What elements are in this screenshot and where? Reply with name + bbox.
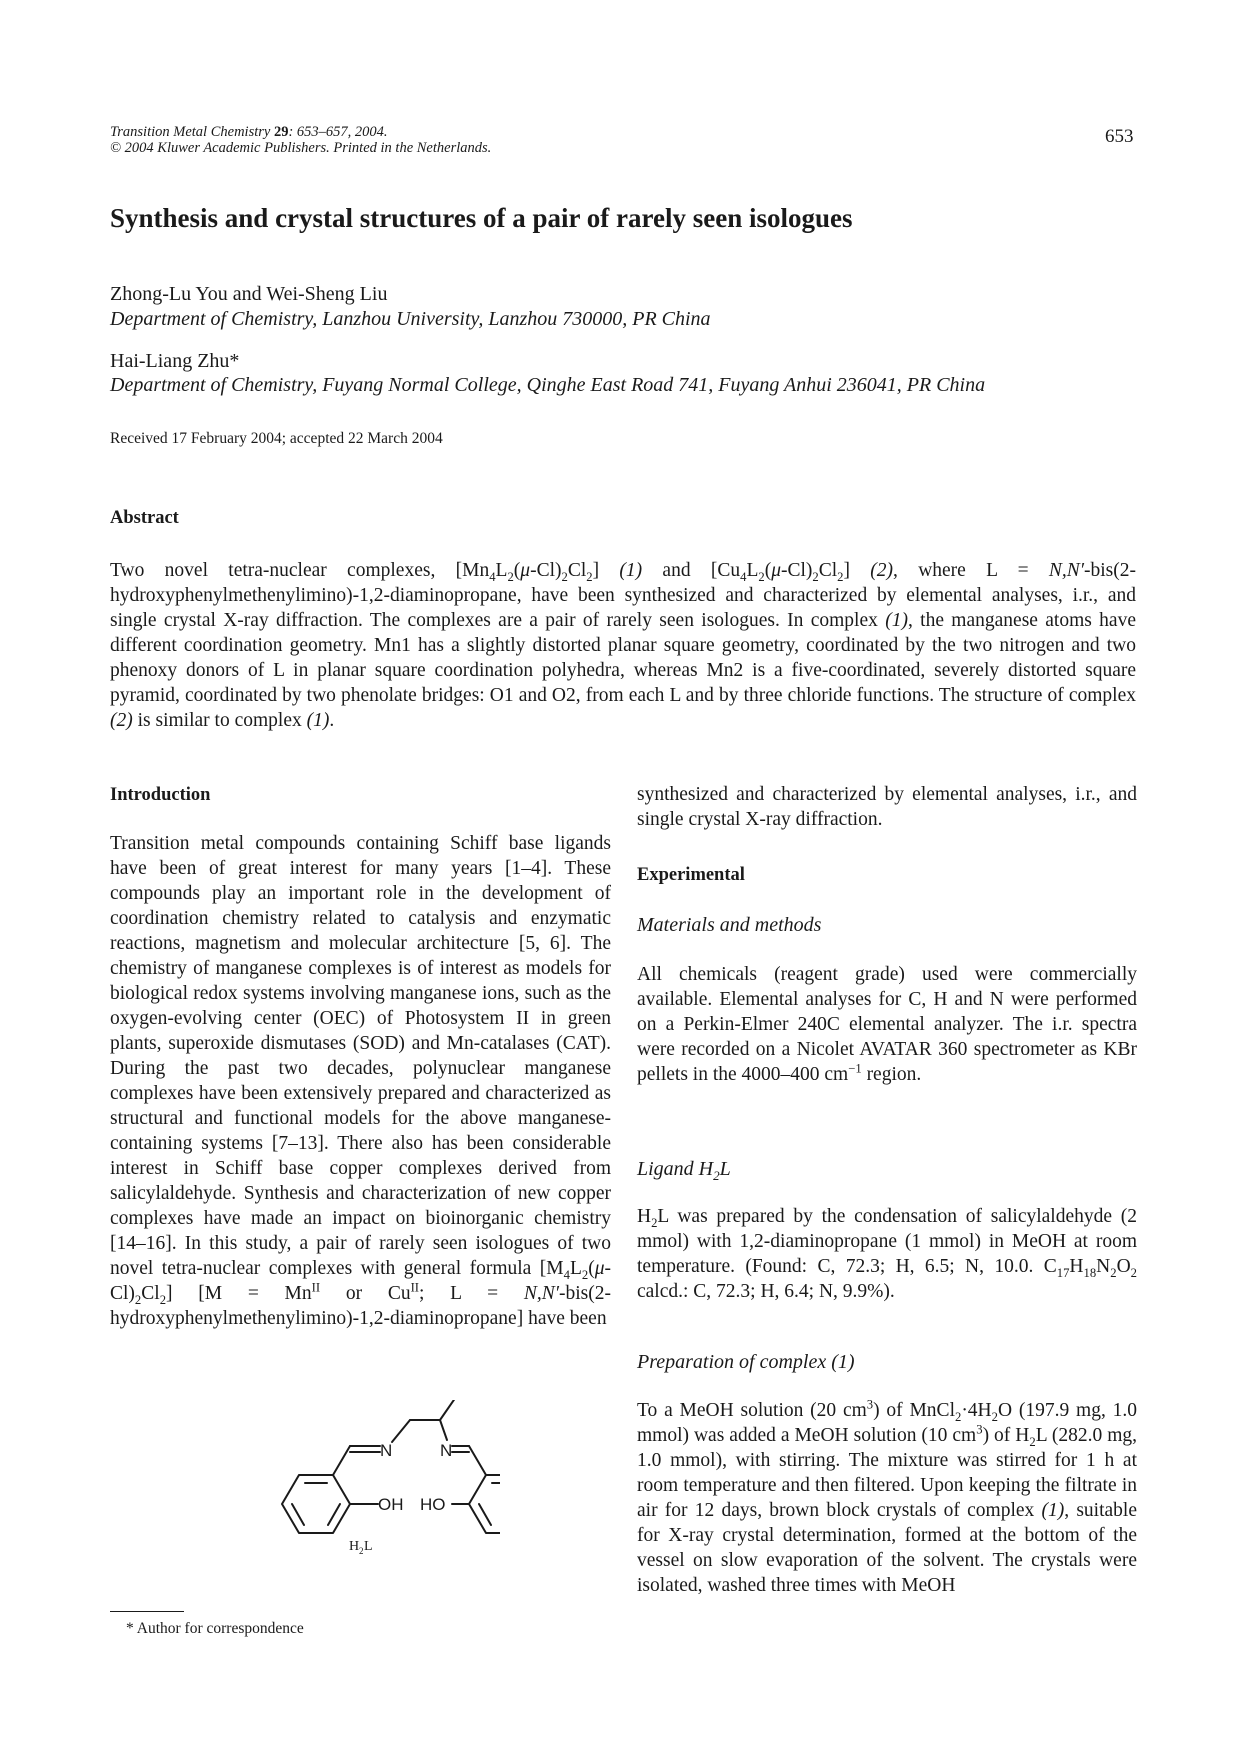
hydroxyl-label-right: HO — [420, 1495, 446, 1514]
introduction-heading: Introduction — [110, 785, 211, 805]
structure-caption-l: L — [364, 1539, 373, 1554]
nitrogen-label-left: N — [380, 1441, 393, 1460]
author-group-1: Zhong-Lu You and Wei-Sheng Liu — [110, 283, 388, 305]
affiliation-2: Department of Chemistry, Fuyang Normal College, Qinghe East Road 741, Fuyang Anhui 236041, PR China — [110, 374, 986, 396]
journal-volume: 29 — [273, 124, 289, 140]
introduction-continuation: synthesized and characterized by elemental analyses, i.r., and single crystal X-ray diffraction. — [637, 784, 1137, 830]
experimental-heading: Experimental — [637, 865, 745, 885]
paper-title: Synthesis and crystal structures of a pair of rarely seen isologues — [110, 203, 853, 233]
journal-citation — [110, 124, 491, 156]
nitrogen-label-right: N — [440, 1441, 453, 1460]
introduction-paragraph: Transition metal compounds containing Schiff base ligands have been of great interest for many years [1–4]. These compounds play an important role in the development of coordination chemistry related to catalysis and enzymatic reactions, magnetism and molecular architecture [5, 6]. The chemistry of manganese complexes is of interest as models for biological redox systems involving manganese ions, such as the oxygen-evolving center (OEC) of Photosystem II in green plants, superoxide dismutases (SOD) and Mn-catalases (CAT). During the past two decades, polynuclear manganese complexes have been extensively prepared and characterized as structural and functional models for the above manganese-containing systems [7–13]. There also has been considerable interest in Schiff base copper complexes derived from salicylaldehyde. Synthesis and characterization of new copper complexes have made an impact on bioinorganic chemistry [14–16]. In this study, a pair of rarely seen isologues of two novel tetra-nuclear complexes with general formula $[M_4L_2(\mu-Cl)_2Cl_2] [M = Mn^{II}$ or $Cu^{II}$; L = N,N′-bis(2-hydroxyphenylmethenylimino)-1,2-diaminopropane] have been — [110, 833, 611, 1329]
affiliation-1: Department of Chemistry, Lanzhou University, Lanzhou 730000, PR China — [110, 308, 711, 330]
hydroxyl-label-left: OH — [378, 1495, 404, 1514]
footnote-divider — [110, 1611, 184, 1612]
received-dates: Received 17 February 2004; accepted 22 March 2004 — [110, 430, 443, 447]
author-group-2: Hai-Liang Zhu* — [110, 350, 240, 372]
journal-name: Transition Metal Chemistry — [110, 124, 274, 140]
journal-line-1 — [110, 124, 491, 140]
materials-paragraph: All chemicals (reagent grade) used were commercially available. Elemental analyses for C, H and N were performed on a Perkin-Elmer 240C elemental analyzer. The i.r. spectra were recorded on a Nicolet AVATAR 360 spectrometer as KBr pellets in the 4000–400 $cm^{-1}$ region. — [637, 964, 1137, 1085]
footnote: * Author for correspondence — [126, 1620, 304, 1637]
materials-heading: Materials and methods — [637, 914, 822, 936]
structure-caption-h: H — [349, 1539, 360, 1554]
journal-pages: : 653–657, 2004. — [288, 124, 388, 140]
page-number: 653 — [1105, 126, 1134, 147]
preparation-paragraph: To a MeOH solution (20 $cm^3$) of $MnCl_2\cdot 4H_2O$ (197.9 mg, 1.0 mmol) was added a MeOH solution (10 $cm^3$) of $H_2L$ (282.0 mg, 1.0 mmol), with stirring. The mixture was stirred for 1 h at room temperature and then filtered. Upon keeping the filtrate in air for 12 days, brown block crystals of complex (1), suitable for X-ray crystal determination, formed at the bottom of the vessel on slow evaporation of the solvent. The crystals were isolated, washed three times with MeOH — [637, 1397, 1137, 1596]
journal-line-2: © 2004 Kluwer Academic Publishers. Printed in the Netherlands. — [110, 140, 492, 156]
structure-caption-sub: 2 — [359, 1546, 364, 1556]
ligand-structure-diagram — [230, 1400, 500, 1580]
abstract-heading: Abstract — [110, 508, 179, 528]
preparation-heading: Preparation of complex (1) — [637, 1351, 855, 1373]
ligand-heading: Ligand $H_2L$ — [637, 1158, 731, 1183]
ligand-paragraph: $H_2L$ was prepared by the condensation of salicylaldehyde (2 mmol) with 1,2-diaminopropane (1 mmol) in MeOH at room temperature. (Found: C, 72.3; H, 6.5; N, 10.0. $C_{17}H_{18}N_2O_2$ calcd.: C, 72.3; H, 6.4; N, 9.9%). — [637, 1206, 1137, 1302]
abstract-text: Two novel tetra-nuclear complexes, $[Mn_4L_2(\mu-Cl)_2Cl_2]$ (1) and $[Cu_4L_2(\mu-Cl)_2Cl_2]$ (2), where L = N,N′-bis(2-hydroxyphenylmethenylimino)-1,2-diaminopropane, have been synthesized and characterized by elemental analyses, i.r., and single crystal X-ray diffraction. The complexes are a pair of rarely seen isologues. In complex (1), the manganese atoms have different coordination geometry. Mn1 has a slightly distorted planar square geometry, coordinated by the two nitrogen and two phenoxy donors of L in planar square coordination polyhedra, whereas Mn2 is a five-coordinated, severely distorted square pyramid, coordinated by two phenolate bridges: O1 and O2, from each L and by three chloride functions. The structure of complex (2) is similar to complex (1). — [110, 560, 1137, 731]
